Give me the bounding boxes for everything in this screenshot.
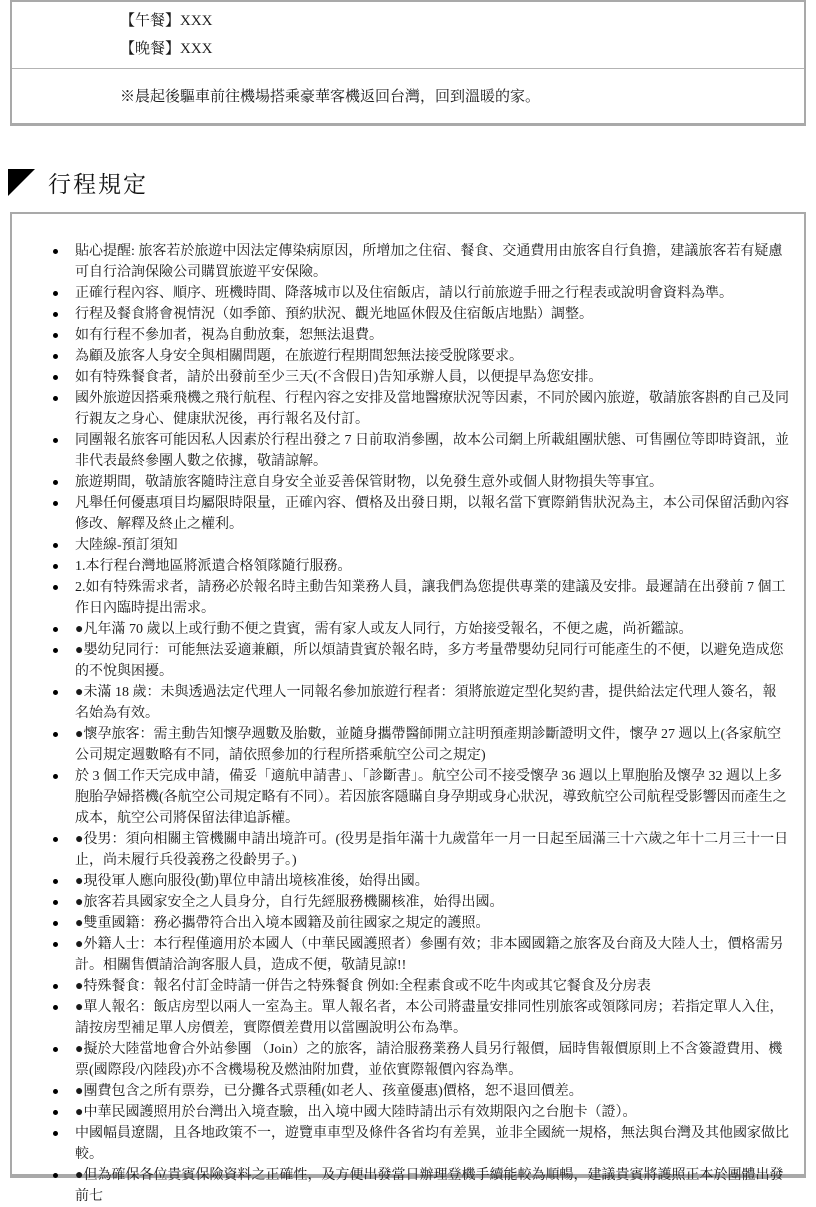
lunch-line: 【午餐】XXX xyxy=(120,13,213,29)
rule-list-item xyxy=(12,934,790,976)
section-title: 行程規定 xyxy=(48,172,148,197)
rule-list-item xyxy=(12,577,790,619)
rule-text: 國外旅遊因搭乘飛機之飛行航程、行程內容之安排及當地醫療狀況等因素，不同於國內旅遊，敬請旅客斟酌自己及同行親友之身心、健康狀況後，再行報名及付訂。 xyxy=(75,391,789,427)
rule-text: 行程及餐食將會視情況（如季節、預約狀況、觀光地區休假及住宿飯店地點）調整。 xyxy=(75,307,593,322)
rule-list-item xyxy=(12,430,790,472)
rule-list-item xyxy=(12,976,790,997)
rule-text: ●凡年滿 70 歲以上或行動不便之貴賓，需有家人或友人同行，方始接受報名，不便之處，尚祈鑑諒。 xyxy=(75,622,693,637)
rule-list-item xyxy=(12,304,790,325)
rule-text: 中國幅員遼闊，且各地政策不一，遊覽車車型及條件各省均有差異，並非全國統一規格，無法與台灣及其他國家做比較。 xyxy=(75,1126,789,1162)
rule-text: ●外籍人士：本行程僅適用於本國人（中華民國護照者）參團有效；非本國國籍之旅客及台商及大陸人士，價格需另計。相關售價請洽詢客服人員，造成不便，敬請見諒!! xyxy=(75,937,784,973)
rule-text: ●團費包含之所有票券，已分攤各式票種(如老人、孩童優惠)價格，恕不退回價差。 xyxy=(75,1084,583,1099)
dinner-line: 【晚餐】XXX xyxy=(120,41,213,57)
rule-list-item xyxy=(12,346,790,367)
rule-list-item xyxy=(12,640,790,682)
rules-box xyxy=(10,212,806,1204)
rule-text: ●嬰幼兒同行：可能無法妥適兼顧，所以煩請貴賓於報名時，多方考量帶嬰幼兒同行可能產生的不便，以避免造成您的不悅與困擾。 xyxy=(75,643,784,679)
rule-text: 同團報名旅客可能因私人因素於行程出發之 7 日前取消參團，故本公司網上所載組團狀態、可售團位等即時資訊，並非代表最終參團人數之依據，敬請諒解。 xyxy=(75,433,789,469)
itinerary-meal-table xyxy=(10,0,806,126)
rule-text: ●役男：須向相關主管機關申請出境許可。(役男是指年滿十九歲當年一月一日起至屆滿三十六歲之年十二月三十一日止，尚未履行兵役義務之役齡男子。) xyxy=(75,832,789,868)
rule-text: ●現役軍人應向服役(勤)單位申請出境核准後，始得出國。 xyxy=(75,874,429,889)
rule-list-item xyxy=(12,1039,790,1081)
rule-list-item xyxy=(12,1102,790,1123)
rule-list-item xyxy=(12,829,790,871)
rule-list-item xyxy=(12,1165,790,1207)
return-note-row xyxy=(12,68,804,123)
rule-list-item xyxy=(12,766,790,829)
rule-text: 於 3 個工作天完成申請，備妥「適航申請書」、「診斷書」。航空公司不接受懷孕 36 週以上單胞胎及懷孕 32 週以上多胞胎孕婦搭機(各航空公司規定略有不同）。若因旅客隱瞞自身孕期或身心狀況，導致航空公司航程受影響因而產生之成本，航空公司將保留法律追訴權。 xyxy=(75,769,787,826)
rule-text: ●雙重國籍：務必攜帶符合出入境本國籍及前往國家之規定的護照。 xyxy=(75,916,490,931)
rule-text: ●未滿 18 歲：未與透過法定代理人一同報名參加旅遊行程者：須將旅遊定型化契約書，提供給法定代理人簽名，報名始為有效。 xyxy=(75,685,777,721)
rule-list-item xyxy=(12,619,790,640)
rule-text: 凡舉任何優惠項目均屬限時限量，正確內容、價格及出發日期，以報名當下實際銷售狀況為主，本公司保留活動內容修改、解釋及終止之權利。 xyxy=(75,496,789,532)
rule-list-item xyxy=(12,724,790,766)
rule-list-item xyxy=(12,283,790,304)
rule-text: ●中華民國護照用於台灣出入境查驗，出入境中國大陸時請出示有效期限內之台胞卡（證）。 xyxy=(75,1105,637,1120)
rule-list-item xyxy=(12,388,790,430)
rule-list-item xyxy=(12,682,790,724)
rule-text: 大陸線-預訂須知 xyxy=(75,538,178,553)
rule-list-item xyxy=(12,535,790,556)
meal-rows xyxy=(12,2,804,68)
section-heading xyxy=(8,166,816,199)
rule-text: ●但為確保各位貴賓保險資料之正確性，及方便出發當日辦理登機手續能較為順暢，建議貴賓將護照正本於團體出發前七 xyxy=(75,1168,784,1204)
rule-text: ●懷孕旅客：需主動告知懷孕週數及胎數，並隨身攜帶醫師開立註明預產期診斷證明文件，懷孕 27 週以上(各家航空公司規定週數略有不同，請依照參加的行程所搭乘航空公司之規定) xyxy=(75,727,782,763)
rule-text: ●特殊餐食：報名付訂金時請一併告之特殊餐食 例如:全程素食或不吃牛肉或其它餐食及分房表 xyxy=(75,979,651,994)
rule-list-item xyxy=(12,241,790,283)
rule-list-item xyxy=(12,472,790,493)
rule-text: 如有特殊餐食者，請於出發前至少三天(不含假日)告知承辦人員，以便提早為您安排。 xyxy=(75,370,603,385)
rule-text: ●旅客若具國家安全之人員身分，自行先經服務機關核准，始得出國。 xyxy=(75,895,504,910)
rule-list-item xyxy=(12,367,790,388)
rule-text: ●單人報名：飯店房型以兩人一室為主。單人報名者，本公司將盡量安排同性別旅客或領隊同房；若指定單人入住，請按房型補足單人房價差，實際價差費用以當團說明公布為準。 xyxy=(75,1000,784,1036)
rule-text: 旅遊期間，敬請旅客隨時注意自身安全並妥善保管財物，以免發生意外或個人財物損失等事宜。 xyxy=(75,475,663,490)
rule-list-item xyxy=(12,871,790,892)
rule-list-item xyxy=(12,1123,790,1165)
corner-triangle-icon xyxy=(8,169,35,196)
rule-text: 1.本行程台灣地區將派遣合格領隊隨行服務。 xyxy=(75,559,352,574)
rule-text: 2.如有特殊需求者，請務必於報名時主動告知業務人員，讓我們為您提供專業的建議及安排。最遲請在出發前 7 個工作日內臨時提出需求。 xyxy=(75,580,786,616)
rule-text: 貼心提醒: 旅客若於旅遊中因法定傳染病原因，所增加之住宿、餐食、交通費用由旅客自行負擔，建議旅客若有疑慮可自行洽詢保險公司購買旅遊平安保險。 xyxy=(75,244,783,280)
rule-list-item xyxy=(12,325,790,346)
rule-list-item xyxy=(12,1081,790,1102)
rule-text: 正確行程內容、順序、班機時間、降落城市以及住宿飯店，請以行前旅遊手冊之行程表或說明會資料為準。 xyxy=(75,286,733,301)
rules-list xyxy=(12,241,790,1207)
rule-list-item xyxy=(12,913,790,934)
rule-list-item xyxy=(12,493,790,535)
return-note-text: ※晨起後驅車前往機場搭乘豪華客機返回台灣，回到溫暖的家。 xyxy=(120,89,541,105)
rule-text: 如有行程不參加者，視為自動放棄，恕無法退費。 xyxy=(75,328,383,343)
rule-list-item xyxy=(12,556,790,577)
rule-list-item xyxy=(12,892,790,913)
rule-text: 為顧及旅客人身安全與相關問題，在旅遊行程期間恕無法接受脫隊要求。 xyxy=(75,349,523,364)
rule-list-item xyxy=(12,997,790,1039)
rule-text: ●擬於大陸當地會合外站參團 （Join）之的旅客，請洽服務業務人員另行報價，屆時售報價原則上不含簽證費用、機票(國際段/內陸段)亦不含機場稅及燃油附加費，並依實際報價內容為準。 xyxy=(75,1042,783,1078)
